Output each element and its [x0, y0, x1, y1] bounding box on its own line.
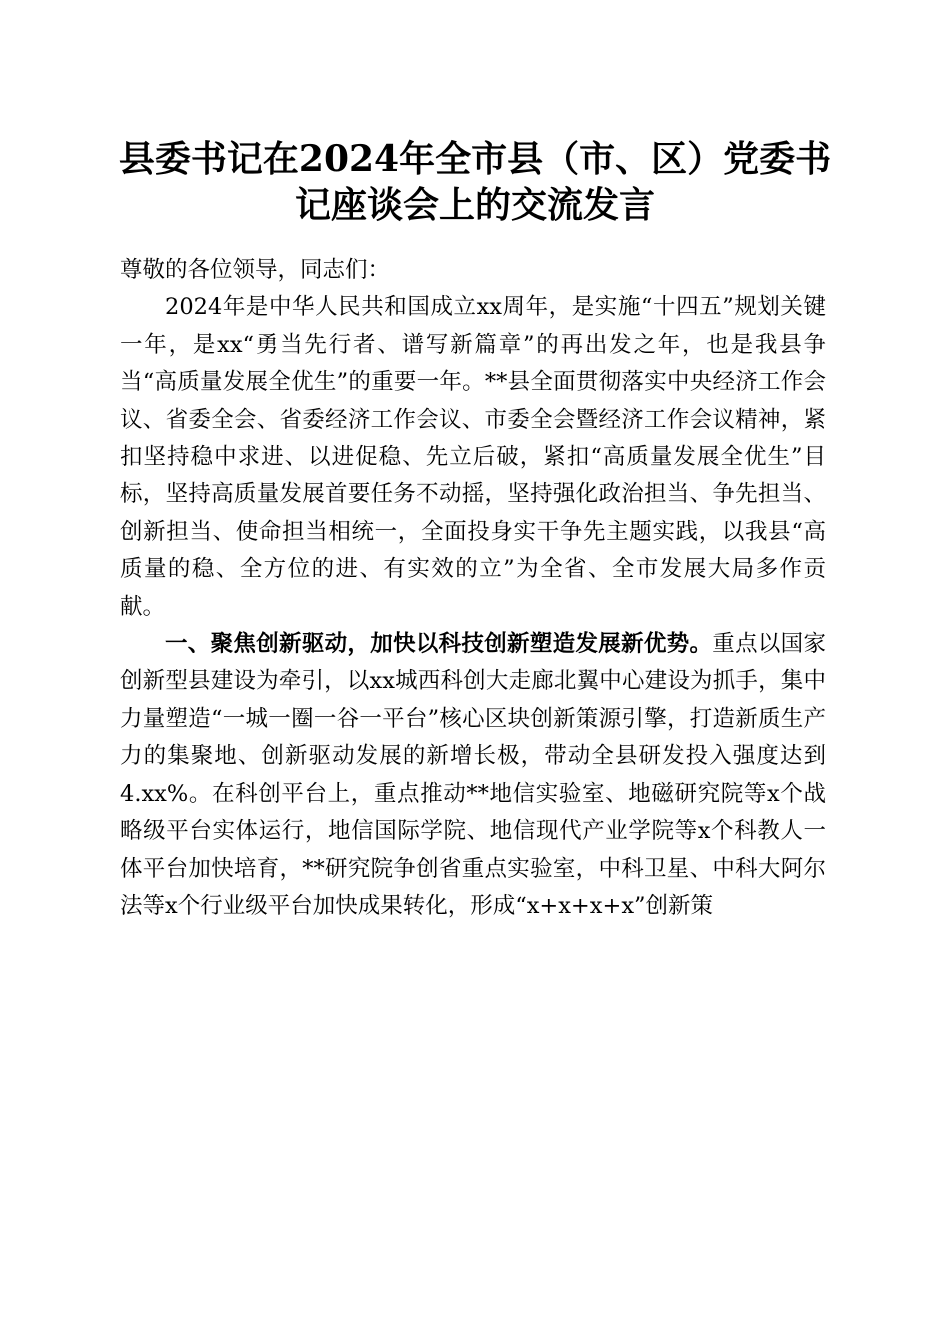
document-body	[120, 252, 826, 925]
greeting: 尊敬的各位领导，同志们：	[120, 257, 391, 283]
paragraph-intro: 2024年是中华人民共和国成立xx周年，是实施“十四五”规划关键一年，是xx“勇当先行者、谱写新篇章”的再出发之年，也是我县争当“高质量发展全优生”的重要一年。**县全面贯彻落实中央经济工作会议、省委全会、省委经济工作会议、市委全会暨经济工作会议精神，紧扣坚持稳中求进、以进促稳、先立后破，紧扣“高质量发展全优生”目标，坚持高质量发展首要任务不动摇，坚持强化政治担当、争先担当、创新担当、使命担当相统一，全面投身实干争先主题实践，以我县“高质量的稳、全方位的进、有实效的立”为全省、全市发展大局多作贡献。	[120, 294, 826, 620]
document-title	[118, 136, 832, 228]
section-1-heading: 一、聚焦创新驱动，加快以科技创新塑造发展新优势。	[165, 631, 713, 658]
paragraph-section-1	[120, 626, 826, 925]
section-1-body: 重点以国家创新型县建设为牵引，以xx城西科创大走廊北翼中心建设为抓手，集中力量塑造“一城一圈一谷一平台”核心区块创新策源引擎，打造新质生产力的集聚地、创新驱动发展的新增长极，带动全县研发投入强度达到4.xx%。在科创平台上，重点推动**地信实验室、地磁研究院等x个战略级平台实体运行，地信国际学院、地信现代产业学院等x个科教人一体平台加快培育，**研究院争创省重点实验室，中科卫星、中科大阿尔法等x个行业级平台加快成果转化，形成“x+x+x+x”创新策	[120, 631, 826, 919]
title-line-2: 记座谈会上的交流发言	[294, 184, 655, 226]
title-line-1: 县委书记在2024年全市县（市、区）党委书	[118, 138, 832, 180]
